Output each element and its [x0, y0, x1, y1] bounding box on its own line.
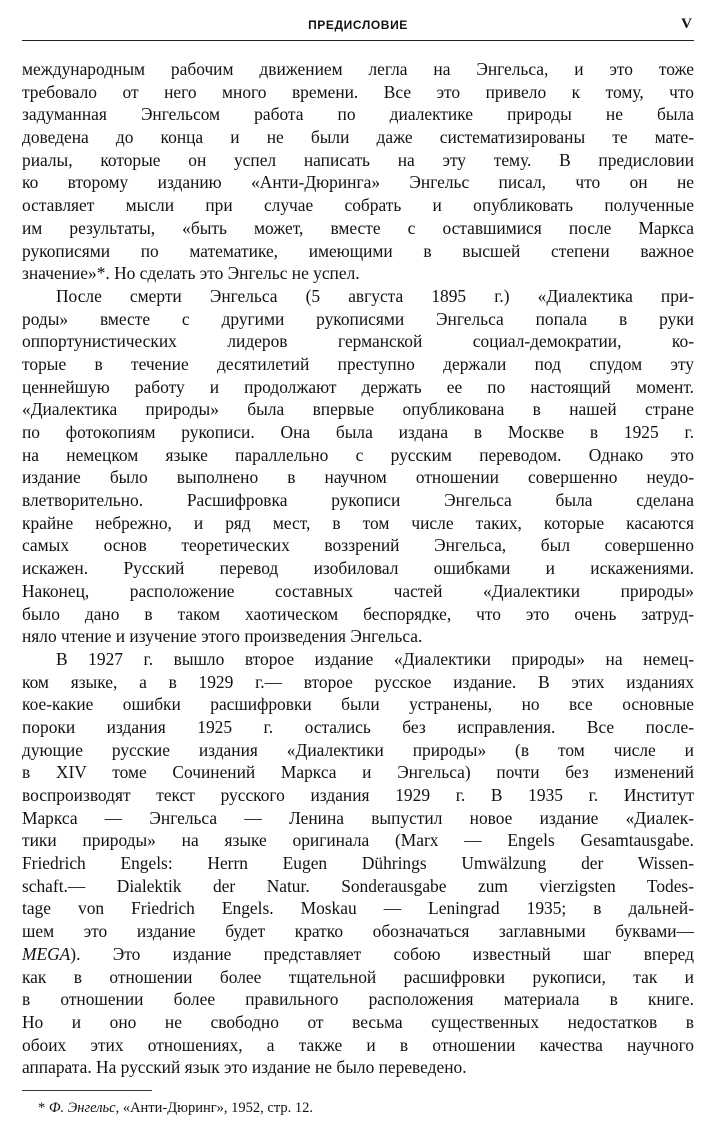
footnote-marker: * [38, 1100, 46, 1116]
paragraph [22, 58, 694, 285]
footnote-source: , «Анти-Дюринг», 1952, стр. 12. [115, 1100, 313, 1116]
text-line: задуманная Энгельсом работа по диалектике природы не была [22, 104, 694, 125]
page-number: V [681, 16, 692, 32]
text-line: крайне небрежно, и ряд мест, в том числе таких, которые касаются [22, 512, 694, 533]
text-line: дующие русские издания «Диалектики природы» (в том числе и [22, 739, 694, 760]
text-line: оппортунистических лидеров германской социал-демократии, ко- [22, 331, 694, 352]
text-line: международным рабочим движением легла на Энгельса, и это тоже [22, 59, 694, 79]
footnote-rule [22, 1090, 152, 1091]
text-line: влетворительно. Расшифровка рукописи Энгельса была сделана [22, 490, 694, 511]
text-line: в XIV томе Сочинений Маркса и Энгельса) почти без изменений [22, 762, 694, 783]
text-line: Наконец, расположение составных частей «Диалектики природы» [22, 580, 694, 601]
text-line: доведена до конца и не были даже систематизированы те мате- [22, 127, 694, 148]
text-line: После смерти Энгельса (5 августа 1895 г.) «Диалектика при- [56, 285, 694, 306]
text-line: тики природы» на языке оригинала (Marx — Engels Gesamtausgabe. [22, 830, 694, 851]
text-line: MEGA). Это издание представляет собою известный шаг вперед [22, 943, 694, 964]
text-line: самых основ теоретических воззрений Энгельса, был совершенно [22, 535, 694, 556]
text-line: было дано в таком хаотическом беспорядке, что это очень затруд- [22, 603, 694, 624]
text-line: значение»*. Но сделать это Энгельс не успел. [22, 263, 360, 284]
text-line: им результаты, «быть может, вместе с оставшимися после Маркса [22, 217, 694, 238]
text-line: по фотокопиям рукописи. Она была издана в Москве в 1925 г. [22, 422, 694, 442]
text-line: оставляет мысли при случае собрать и опубликовать полученные [22, 195, 694, 216]
text-line: торые в течение десятилетий преступно держали под спудом эту [22, 353, 694, 374]
text-line: няло чтение и изучение этого произведения Энгельса. [22, 626, 423, 647]
running-title: ПРЕДИСЛОВИЕ [308, 18, 408, 32]
text-line: schaft.— Dialektik der Natur. Sonderausgabe zum vierzigsten Todes- [22, 875, 694, 896]
text-line: на немецком языке параллельно с русским переводом. Однако это [22, 444, 694, 465]
text-line: Friedrich Engels: Herrn Eugen Dührings Umwälzung der Wissen- [22, 853, 694, 874]
text-line: искажен. Русский перевод изобиловал ошибками и искажениями. [22, 558, 694, 579]
footnote [38, 1099, 678, 1117]
abbreviation: MEGA [22, 943, 71, 964]
paragraph [22, 648, 694, 1079]
text-line: ценнейшую работу и продолжают держать ее по настоящий момент. [22, 376, 694, 397]
text-line: риалы, которые он успел написать на эту тему. В предисловии [22, 149, 694, 170]
text-line: издание было выполнено в научном отношении совершенно неудо- [22, 467, 694, 488]
text-line: требовало от него много времени. Все это привело к тому, что [22, 81, 694, 102]
text-line: как в отношении более тщательной расшифровки рукописи, так и [22, 966, 694, 987]
text-line: пороки издания 1925 г. остались без исправления. Все после- [22, 716, 694, 737]
text-line: рукописями по математике, имеющими в высшей степени важное [22, 240, 694, 261]
text-line: обоих этих отношениях, а также и в отношении качества научного [22, 1034, 694, 1055]
text-line: ко второму изданию «Анти-Дюринга» Энгельс писал, что он не [22, 172, 694, 193]
text-line: В 1927 г. вышло второе издание «Диалектики природы» на немец- [56, 648, 694, 669]
text-line: кое-какие ошибки расшифровки были устранены, но все основные [22, 694, 694, 715]
text-line: роды» вместе с другими рукописями Энгельса попала в руки [22, 308, 694, 329]
text-line: Маркса — Энгельса — Ленина выпустил новое издание «Диалек- [22, 807, 694, 828]
paragraph [22, 285, 694, 648]
text-line: ком языке, а в 1929 г.— второе русское издание. В этих изданиях [22, 671, 694, 692]
text-line: Но и оно не свободно от весьма существенных недостатков в [22, 1011, 694, 1032]
body-text [22, 58, 694, 1079]
text-line: tage von Friedrich Engels. Moskau — Leningrad 1935; в дальней- [22, 898, 694, 919]
text-line: шем это издание будет кратко обозначаться заглавными буквами— [22, 921, 694, 942]
text-line: аппарата. На русский язык это издание не было переведено. [22, 1057, 467, 1078]
footnote-author: Ф. Энгельс [48, 1100, 116, 1116]
text-line: в отношении более правильного расположения материала в книге. [22, 989, 694, 1010]
book-page [22, 0, 694, 1134]
text-line: «Диалектика природы» была впервые опубликована в нашей стране [22, 399, 694, 420]
running-head [22, 14, 694, 41]
text-line: воспроизводят текст русского издания 1929 г. В 1935 г. Институт [22, 785, 694, 805]
